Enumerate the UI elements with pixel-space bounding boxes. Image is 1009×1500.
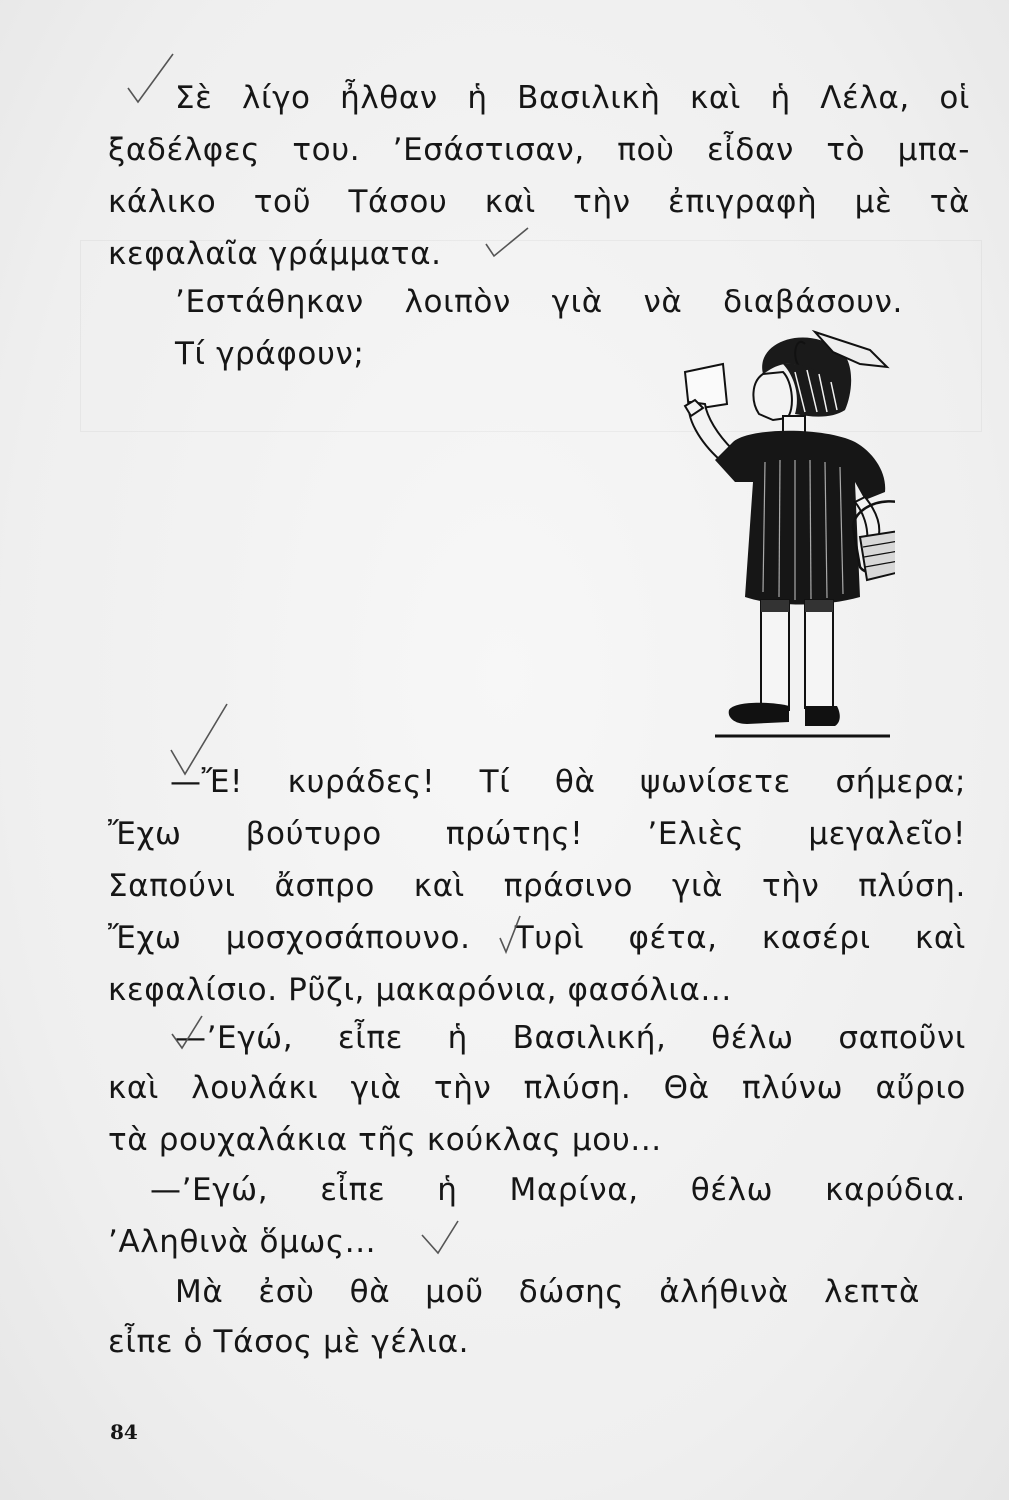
paragraph-1-line-1: Σὲ λίγο ἦλθαν ἡ Βασιλικὴ καὶ ἡ Λέλα, οἱ xyxy=(175,80,970,116)
pencil-check-mark-icon xyxy=(496,910,526,960)
paragraph-6-line-1: —’Εγώ, εἶπε ἡ Μαρίνα, θέλω καρύδια. xyxy=(150,1172,966,1208)
paragraph-4-line-2: Ἔχω βούτυρο πρώτης! ’Ελιὲς μεγαλεῖο! xyxy=(108,816,966,852)
paragraph-1-line-3: κάλικο τοῦ Τάσου καὶ τὴν ἐπιγραφὴ μὲ τὰ xyxy=(108,184,970,220)
paragraph-1-line-2: ξαδέλφες του. ’Εσάστισαν, ποὺ εἶδαν τὸ μπα- xyxy=(108,132,970,168)
pencil-check-mark-icon xyxy=(418,1215,463,1260)
paragraph-4-line-1: —Ἔ! κυράδες! Τί θὰ ψωνίσετε σήμερα; xyxy=(170,764,966,800)
paragraph-7-line-1: Μὰ ἐσὺ θὰ μοῦ δώσης ἀλήθινὰ λεπτὰ xyxy=(175,1274,920,1310)
paragraph-7-line-2: εἶπε ὁ Τάσος μὲ γέλια. xyxy=(108,1324,470,1360)
paragraph-4-line-4: Ἔχω μοσχοσάπουνο. Τυρὶ φέτα, κασέρι καὶ xyxy=(108,920,966,956)
girl-with-basket-reading-note-icon xyxy=(655,322,895,747)
paragraph-6-line-2: ’Αληθινὰ ὅμως... xyxy=(108,1224,377,1260)
paragraph-1-line-4: κεφαλαῖα γράμματα. xyxy=(108,236,442,272)
pencil-check-mark-icon xyxy=(482,222,532,262)
pencil-check-mark-icon xyxy=(168,1012,208,1057)
paragraph-3: Τί γράφουν; xyxy=(175,336,365,372)
paragraph-5-line-1: —’Εγώ, εἶπε ἡ Βασιλική, θέλω σαποῦνι xyxy=(175,1020,966,1056)
paragraph-5-line-2: καὶ λουλάκι γιὰ τὴν πλύση. Θὰ πλύνω αὔριο xyxy=(108,1070,966,1106)
paragraph-4-line-5: κεφαλίσιο. Ρῦζι, μακαρόνια, φασόλια... xyxy=(108,972,732,1008)
pencil-check-mark-icon xyxy=(165,700,235,780)
paragraph-2: ’Εστάθηκαν λοιπὸν γιὰ νὰ διαβάσουν. xyxy=(175,284,903,320)
paragraph-5-line-3: τὰ ρουχαλάκια τῆς κούκλας μου... xyxy=(108,1122,662,1158)
paragraph-4-line-3: Σαπούνι ἄσπρο καὶ πράσινο γιὰ τὴν πλύση. xyxy=(108,868,966,904)
pencil-check-mark-icon xyxy=(118,50,178,110)
page-number: 84 xyxy=(110,1420,138,1444)
